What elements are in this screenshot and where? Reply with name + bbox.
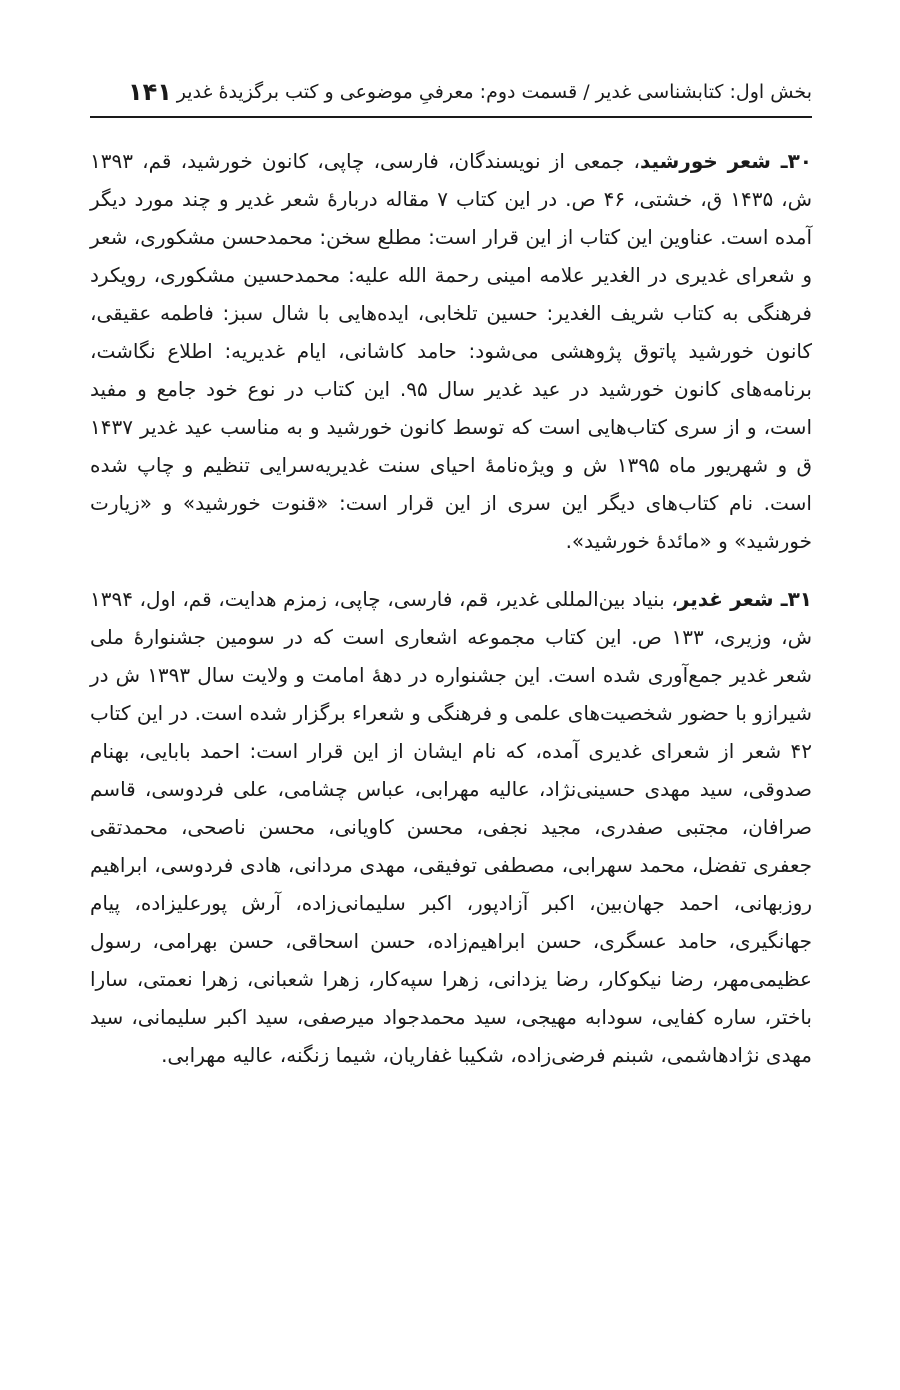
header-rule — [90, 116, 812, 118]
running-title: بخش اول: کتابشناسی غدیر / قسمت دوم: معرفیِ موضوعی و کتب برگزیدهٔ غدیر — [176, 81, 812, 103]
entry-30 — [90, 142, 812, 560]
page-number: ۱۴۱ — [128, 78, 172, 106]
bibliography-entries — [90, 142, 812, 1094]
entry-body: ، جمعی از نویسندگان، فارسی، چاپی، کانون خورشید، قم، ۱۳۹۳ ش، ۱۴۳۵ ق، خشتی، ۴۶ ص. در این کتاب ۷ مقاله دربارهٔ شعر غدیر و چند مورد دیگر آمده است. عناوین این کتاب از این قرار است: مطلع سخن: محمدحسن مشکوری، شعر و شعرای غدیری در الغدیر علامه امینی رحمة الله علیه: محمدحسین مشکوری، رویکرد فرهنگی به کتاب شریف الغدیر: حسین تلخابی، ایده‌هایی با شال سبز: فاطمه عقیقی، کانون خورشید پاتوق پژوهشی می‌شود: حامد کاشانی، ایام غدیریه: اطلاع نگاشت، برنامه‌های کانون خورشید در عید غدیر سال ۹۵. این کتاب در نوع خود جامع و مفید است، و از سری کتاب‌هایی است که توسط کانون خورشید و به مناسب عید غدیر ۱۴۳۷ ق و شهریور ماه ۱۳۹۵ ش و ویژه‌نامهٔ احیای سنت غدیریه‌سرایی تنظیم و چاپ شده است. نام کتاب‌های دیگر این سری از این قرار است: «قنوت خورشید» و «زیارت خورشید» و «مائدهٔ خورشید». — [90, 149, 812, 553]
book-page — [90, 0, 812, 1390]
entry-heading: ۳۰ـ شعر خورشید — [639, 149, 813, 173]
running-header — [90, 72, 812, 112]
entry-31 — [90, 580, 812, 1074]
entry-heading: ۳۱ـ شعر غدیر — [677, 587, 812, 611]
entry-body: ، بنیاد بین‌المللی غدیر، قم، فارسی، چاپی، زمزم هدایت، قم، اول، ۱۳۹۴ ش، وزیری، ۱۳۳ ص. این کتاب مجموعه اشعاری است که در سومین جشنوارهٔ ملی شعر غدیر جمع‌آوری شده است. این جشنواره در دههٔ امامت و ولایت سال ۱۳۹۳ ش در شیرازو با حضور شخصیت‌های علمی و فرهنگی و شعراء برگزار شده است. در این کتاب ۴۲ شعر از شعرای غدیری آمده، که نام ایشان از این قرار است: احمد بابایی، بهنام صدوقی، سید مهدی حسینی‌نژاد، عالیه مهرابی، عباس چشامی، علی فردوسی، قاسم صرافان، مجتبی صفدری، مجید نجفی، محسن کاویانی، محسن ناصحی، محمدتقی جعفری تفضل، محمد سهرابی، مصطفی توفیقی، مهدی مردانی، هادی فردوسی، ابراهیم روزبهانی، احمد جهان‌بین، اکبر آزادپور، اکبر سلیمانی‌زاده، آرش پورعلیزاده، پیام جهانگیری، حامد عسگری، حسن ابراهیم‌زاده، حسن اسحاقی، حسن بهرامی، رسول عظیمی‌مهر، رضا نیکوکار، رضا یزدانی، زهرا سپه‌کار، زهرا شعبانی، زهرا نعمتی، سارا باختر، ساره کفایی، سودابه مهیجی، سید محمدجواد میرصفی، سید اکبر سلیمانی، سید مهدی نژادهاشمی، شبنم فرضی‌زاده، شکیبا غفاریان، شیما زنگنه، عالیه مهرابی. — [90, 587, 812, 1067]
